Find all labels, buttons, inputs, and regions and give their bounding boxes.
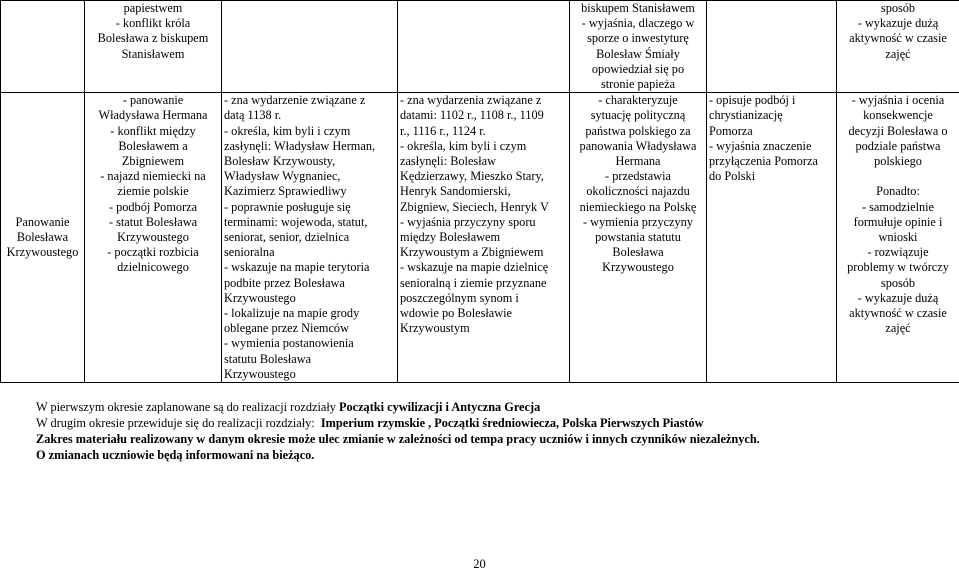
cell-line: ziemie polskie xyxy=(87,184,219,199)
cell-line: - opisuje podbój i xyxy=(709,93,834,108)
col2-main-cell xyxy=(222,93,398,383)
cell-line: sposób xyxy=(839,276,957,291)
col5-top-cell xyxy=(707,1,837,93)
cell-line: r., 1116 r., 1124 r. xyxy=(400,124,567,139)
table-row-top xyxy=(1,1,959,93)
cell-line: zasłynęli: Bolesław xyxy=(400,154,567,169)
col5-main-cell xyxy=(707,93,837,383)
col3-main-cell xyxy=(398,93,570,383)
cell-line: papiestwem xyxy=(87,1,219,16)
cell-line: terminami: wojewoda, statut, xyxy=(224,215,395,230)
cell-line: - określa, kim byli i czym xyxy=(400,139,567,154)
cell-line: Pomorza xyxy=(709,124,834,139)
cell-line: Bolesława z biskupem xyxy=(87,31,219,46)
cell-line: sporze o inwestyturę xyxy=(572,31,704,46)
cell-line: - statut Bolesława xyxy=(87,215,219,230)
cell-line: powstania statutu xyxy=(572,230,704,245)
cell-line: - lokalizuje na mapie grody xyxy=(224,306,395,321)
cell-line: Bolesław Krzywousty, xyxy=(224,154,395,169)
cell-line: - wymienia przyczyny xyxy=(572,215,704,230)
cell-line: Zbigniew, Sieciech, Henryk V xyxy=(400,200,567,215)
cell-line: - określa, kim byli i czym xyxy=(224,124,395,139)
cell-line: Zbigniewem xyxy=(87,154,219,169)
col3-top-cell xyxy=(398,1,570,93)
cell-line: aktywność w czasie xyxy=(839,306,957,321)
cell-line: - samodzielnie xyxy=(839,200,957,215)
cell-line: - wyjaśnia i ocenia xyxy=(839,93,957,108)
cell-line: Krzywoustego xyxy=(224,367,395,382)
cell-line: Kędzierzawy, Mieszko Stary, xyxy=(400,169,567,184)
cell-line: - wykazuje dużą xyxy=(839,291,957,306)
cell-line: - poprawnie posługuje się xyxy=(224,200,395,215)
topic-cell-top xyxy=(1,1,85,93)
cell-line: problemy w twórczy xyxy=(839,260,957,275)
cell-line: państwa polskiego za xyxy=(572,124,704,139)
cell-line: decyzji Bolesława o xyxy=(839,124,957,139)
cell-line: sytuację polityczną xyxy=(572,108,704,123)
cell-line: Stanisławem xyxy=(87,47,219,62)
cell-line xyxy=(839,169,957,184)
cell-line: wnioski xyxy=(839,230,957,245)
cell-line: między Bolesławem xyxy=(400,230,567,245)
cell-line: - wyjaśnia znaczenie xyxy=(709,139,834,154)
cell-line: podbite przez Bolesława xyxy=(224,276,395,291)
cell-line: przyłączenia Pomorza xyxy=(709,154,834,169)
notes-section xyxy=(36,399,956,463)
note-line-2-bold: Imperium rzymskie , Początki średniowiecza, Polska Pierwszych Piastów xyxy=(321,416,704,430)
cell-line: senioralna xyxy=(224,245,395,260)
cell-line: aktywność w czasie xyxy=(839,31,957,46)
cell-line: - najazd niemiecki na xyxy=(87,169,219,184)
cell-line: oblegane przez Niemców xyxy=(224,321,395,336)
col6-main-cell xyxy=(837,93,959,383)
cell-line: datami: 1102 r., 1108 r., 1109 xyxy=(400,108,567,123)
cell-line: opowiedział się po xyxy=(572,62,704,77)
note-line-3 xyxy=(36,431,956,447)
cell-line: - wymienia postanowienia xyxy=(224,336,395,351)
cell-line: Ponadto: xyxy=(839,184,957,199)
cell-line: - początki rozbicia xyxy=(87,245,219,260)
cell-line: Henryk Sandomierski, xyxy=(400,184,567,199)
cell-line: Krzywoustym xyxy=(400,321,567,336)
cell-line: podziale państwa xyxy=(839,139,957,154)
col4-top-cell xyxy=(570,1,707,93)
cell-line: Krzywoustego xyxy=(572,260,704,275)
cell-line: Władysława Hermana xyxy=(87,108,219,123)
cell-line: senioralną i ziemie przyznane xyxy=(400,276,567,291)
cell-line: Bolesławem a xyxy=(87,139,219,154)
cell-line: - konflikt między xyxy=(87,124,219,139)
cell-line: - konflikt króla xyxy=(87,16,219,31)
cell-line: zajęć xyxy=(839,321,957,336)
cell-line: sposób xyxy=(839,1,957,16)
cell-line: - podbój Pomorza xyxy=(87,200,219,215)
col4-main-cell xyxy=(570,93,707,383)
cell-line: - przedstawia xyxy=(572,169,704,184)
cell-line: - wykazuje dużą xyxy=(839,16,957,31)
cell-line: seniorat, senior, dzielnica xyxy=(224,230,395,245)
cell-line: - panowanie xyxy=(87,93,219,108)
cell-line: stronie papieża xyxy=(572,77,704,92)
cell-line: - rozwiązuje xyxy=(839,245,957,260)
note-line-2 xyxy=(36,415,956,431)
cell-line: - wskazuje na mapie dzielnicę xyxy=(400,260,567,275)
note-line-3-bold: Zakres materiału realizowany w danym okresie może ulec zmianie w zależności od tempa pracy uczniów i innych czynników niezależnych. xyxy=(36,432,760,446)
cell-line: dzielnicowego xyxy=(87,260,219,275)
cell-line: chrystianizację xyxy=(709,108,834,123)
cell-line: Bolesław Śmiały xyxy=(572,47,704,62)
topic-cell xyxy=(1,93,85,383)
cell-line: poszczególnym synom i xyxy=(400,291,567,306)
cell-line: statutu Bolesława xyxy=(224,352,395,367)
cell-line: - wyjaśnia, dlaczego w xyxy=(572,16,704,31)
cell-line: biskupem Stanisławem xyxy=(572,1,704,16)
cell-line: polskiego xyxy=(839,154,957,169)
col2-top-cell xyxy=(222,1,398,93)
cell-line: niemieckiego na Polskę xyxy=(572,200,704,215)
cell-line: - wyjaśnia przyczyny sporu xyxy=(400,215,567,230)
cell-line: do Polski xyxy=(709,169,834,184)
cell-line: wdowie po Bolesławie xyxy=(400,306,567,321)
table-row-main xyxy=(1,93,959,383)
cell-line: Hermana xyxy=(572,154,704,169)
cell-line: - zna wydarzenia związane z xyxy=(400,93,567,108)
topic-title: Panowanie Bolesława Krzywoustego xyxy=(7,215,79,259)
cell-line: Krzywoustego xyxy=(224,291,395,306)
page-number: 20 xyxy=(0,557,959,572)
cell-line: - zna wydarzenie związane z xyxy=(224,93,395,108)
cell-line: Krzywoustym a Zbigniewem xyxy=(400,245,567,260)
cell-line: Krzywoustego xyxy=(87,230,219,245)
note-line-1-text: W pierwszym okresie zaplanowane są do realizacji rozdziały xyxy=(36,400,339,414)
col1-top-cell xyxy=(85,1,222,93)
col1-main-cell xyxy=(85,93,222,383)
cell-line: - charakteryzuje xyxy=(572,93,704,108)
cell-line: panowania Władysława xyxy=(572,139,704,154)
cell-line: zasłynęli: Władysław Herman, xyxy=(224,139,395,154)
note-line-2-text: W drugim okresie przewiduje się do realizacji rozdziały: xyxy=(36,416,321,430)
cell-line: Władysław Wygnaniec, xyxy=(224,169,395,184)
cell-line: formułuje opinie i xyxy=(839,215,957,230)
note-line-1 xyxy=(36,399,956,415)
cell-line: okoliczności najazdu xyxy=(572,184,704,199)
cell-line: - wskazuje na mapie terytoria xyxy=(224,260,395,275)
note-line-4 xyxy=(36,447,956,463)
cell-line: zajęć xyxy=(839,47,957,62)
col6-top-cell xyxy=(837,1,959,93)
note-line-1-bold: Początki cywilizacji i Antyczna Grecja xyxy=(339,400,540,414)
cell-line: Kazimierz Sprawiedliwy xyxy=(224,184,395,199)
note-line-4-bold: O zmianach uczniowie będą informowani na bieżąco. xyxy=(36,448,314,462)
cell-line: Bolesława xyxy=(572,245,704,260)
cell-line: datą 1138 r. xyxy=(224,108,395,123)
cell-line: konsekwencje xyxy=(839,108,957,123)
